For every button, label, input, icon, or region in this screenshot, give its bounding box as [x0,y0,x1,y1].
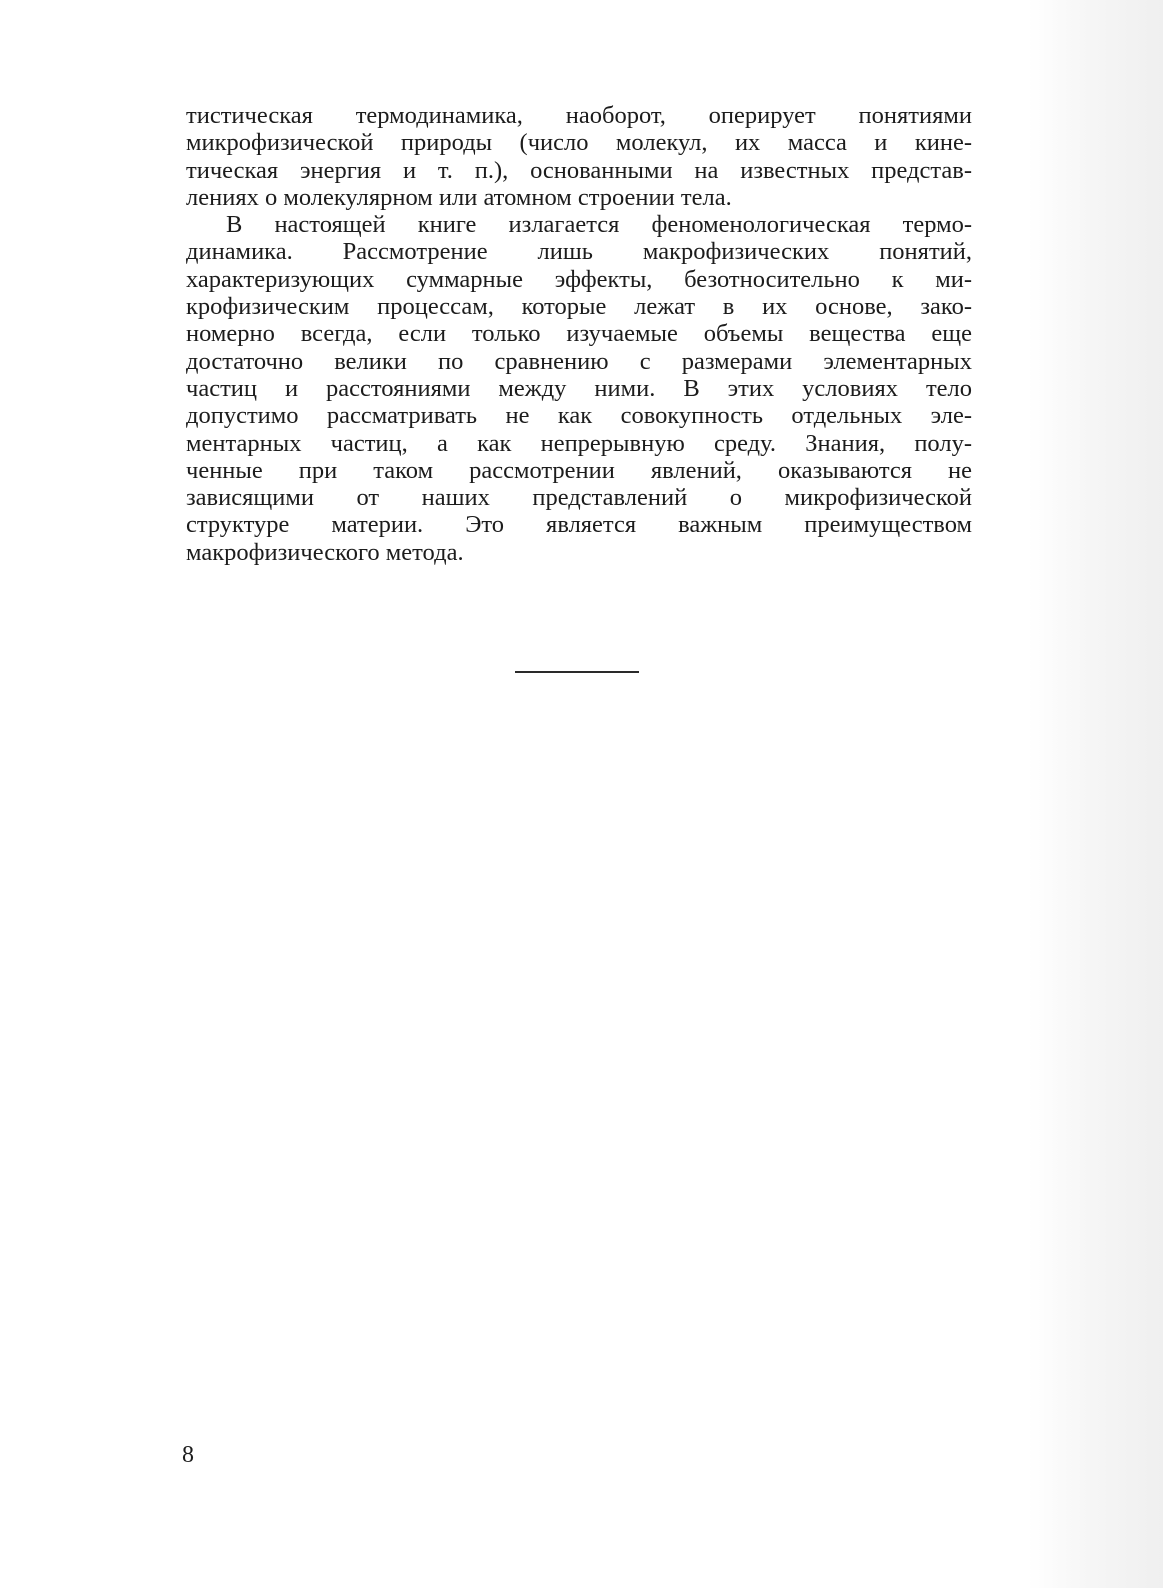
text-line: микрофизической природы (число молекул, их масса и кине- [186,129,972,157]
text-line: допустимо рассматривать не как совокупность отдельных эле- [186,402,972,430]
text-line: характеризующих суммарные эффекты, безотносительно к ми- [186,265,972,293]
text-line: зависящими от наших представлений о микрофизической [186,484,972,512]
body-text [186,102,972,566]
text-line: номерно всегда, если только изучаемые объемы вещества еще [186,320,972,348]
text-line: лениях о молекулярном или атомном строении тела. [186,183,732,211]
text-line: ментарных частиц, а как непрерывную среду. Знания, полу- [186,429,972,457]
text-line: В настоящей книге излагается феноменологическая термо- [226,211,972,239]
text-line: крофизическим процессам, которые лежат в их основе, зако- [186,293,972,321]
text-line: ченные при таком рассмотрении явлений, оказываются не [186,456,972,484]
text-line: динамика. Рассмотрение лишь макрофизических понятий, [186,238,972,266]
text-line: структуре материи. Это является важным преимуществом [186,511,972,539]
text-line: тистическая термодинамика, наоборот, оперирует понятиями [186,102,972,129]
section-separator [515,671,639,673]
text-line: достаточно велики по сравнению с размерами элементарных [186,347,972,375]
scan-shadow [1028,0,1163,1588]
text-line: макрофизического метода. [186,538,464,566]
page-number: 8 [182,1442,194,1468]
text-line: частиц и расстояниями между ними. В этих условиях тело [186,374,972,402]
text-line: тическая энергия и т. п.), основанными на известных представ- [186,156,972,184]
